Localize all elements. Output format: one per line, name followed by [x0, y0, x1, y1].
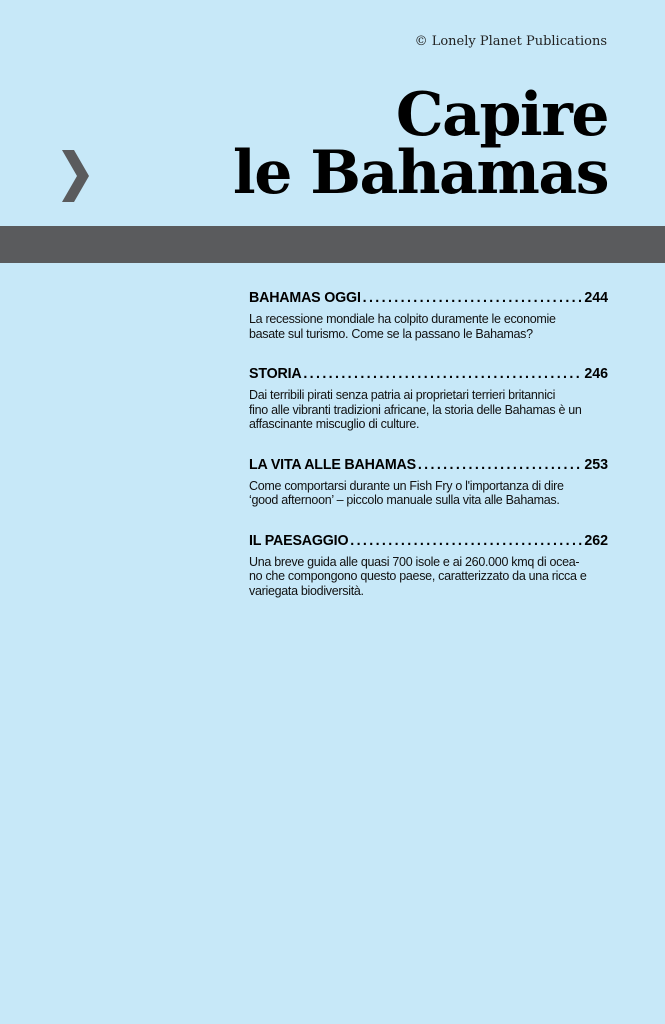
- toc-title: BAHAMAS OGGI: [249, 289, 361, 306]
- toc-description: La recessione mondiale ha colpito duramente le economie basate sul turismo. Come se la passano le Bahamas?: [249, 312, 556, 341]
- dot-leader: [350, 531, 582, 550]
- page-title: [232, 80, 608, 208]
- toc-entry-storia[interactable]: [249, 364, 608, 432]
- table-of-contents: [249, 288, 608, 621]
- copyright-notice: © Lonely Planet Publications: [414, 34, 607, 49]
- toc-title: IL PAESAGGIO: [249, 531, 349, 549]
- toc-page-number: 253: [584, 455, 609, 473]
- toc-entry-la-vita-alle-bahamas[interactable]: [249, 455, 608, 508]
- toc-heading: [249, 455, 608, 474]
- toc-title: STORIA: [249, 365, 302, 382]
- toc-page-number: 262: [584, 531, 609, 549]
- chevron-right-icon: [60, 150, 90, 202]
- dot-leader: [363, 288, 583, 307]
- toc-entry-il-paesaggio[interactable]: [249, 531, 608, 599]
- toc-description: Come comportarsi durante un Fish Fry o l'importanza di dire ‘good afternoon’ – piccolo manuale sulla vita alle Bahamas.: [249, 478, 564, 507]
- dot-leader: [303, 364, 582, 383]
- toc-entry-bahamas-oggi[interactable]: [249, 288, 608, 341]
- toc-heading: [249, 531, 608, 550]
- header-band: [0, 226, 665, 263]
- page-title-line-1: Capire: [395, 80, 608, 150]
- toc-heading: [249, 364, 608, 383]
- page-title-line-2: le Bahamas: [232, 138, 608, 208]
- toc-page-number: 246: [584, 365, 609, 382]
- toc-title: LA VITA ALLE BAHAMAS: [249, 455, 416, 473]
- toc-description: Una breve guida alle quasi 700 isole e ai 260.000 kmq di ocea- no che compongono questo paese, caratterizzato da una ricca e variegata biodiversità.: [249, 554, 587, 598]
- toc-page-number: 244: [584, 289, 609, 306]
- dot-leader: [418, 455, 583, 474]
- toc-description: Dai terribili pirati senza patria ai proprietari terrieri britannici fino alle vibranti tradizioni africane, la storia delle Bahamas è un affascinante miscuglio di culture.: [249, 388, 582, 431]
- toc-heading: [249, 288, 608, 307]
